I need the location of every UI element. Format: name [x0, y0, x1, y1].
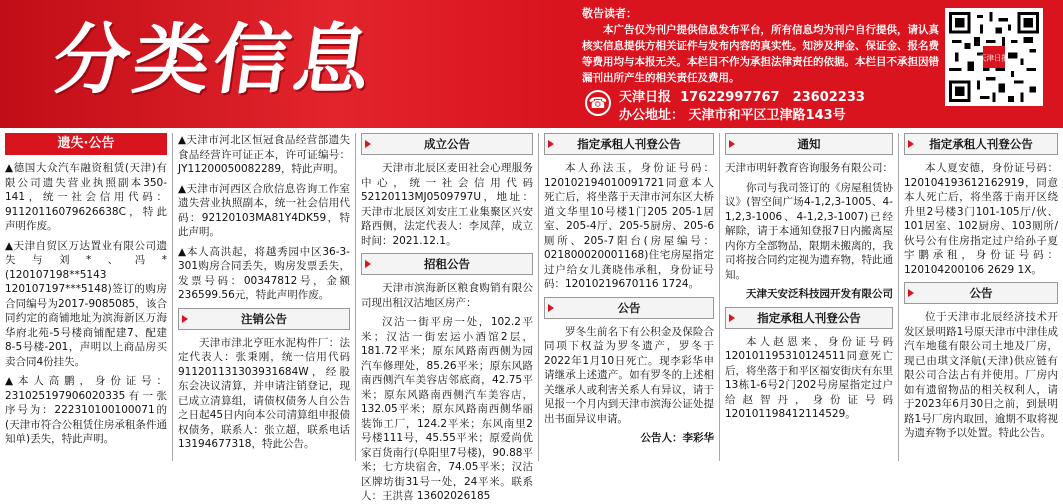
property-body: 位于天津市北辰经济技术开发区景明路1号原天津市中津佳成汽车地毯有限公司土地及厂房，现已由琪文泽航(天津)供应链有限公司合法占有并使用。厂房内如有遗留物品的相关权利人，请于2023年6月30日之前，到景明路1号厂房内取回，逾期不取将视为遗弃物予以处置。特此公告。 [904, 311, 1058, 439]
lost-notice-item-2: ▲天津自贸区万达置业有限公司遗失与刘*、冯*(120107198**5143 120107197***5148)签订的购房合同编号为2017-9085085，该合同约定的商铺地址为滨海新区万海华府北苑-5号楼商铺配建7、配建8-5号楼-201，声明以上商品房买卖合同4份挂失。 [5, 239, 167, 368]
lost-notice-item-1: ▲德国大众汽车融资租赁(天津)有限公司遗失营业执照副本350-141，统一社会信用代码：91120116079626638C，特此声明作废。 [5, 162, 167, 232]
tenant-heading-2: 指定承租人刊登公告 [725, 307, 893, 329]
address-line [619, 104, 846, 123]
triangle-icon [908, 140, 914, 148]
lost-notice-item-4: ▲天津市河北区恒冠食品经营部遗失食品经营许可证正本，许可证编号：JY11200050082289，特此声明。 [178, 134, 350, 175]
notification-heading: 通知 [725, 133, 893, 155]
phone-label: 天津日报 [619, 90, 672, 105]
lost-notice-heading: 遗失·公告 [5, 133, 167, 155]
column-lost-and-deregister [178, 133, 350, 461]
column-divider [538, 133, 539, 461]
column-divider [172, 133, 173, 461]
column-tenant-and-estate [544, 133, 714, 461]
reader-notice [582, 6, 942, 86]
phone-icon: ☎ [585, 90, 611, 116]
notification-addressee: 天津市明轩教育咨询服务有限公司： [725, 162, 893, 174]
column-divider [355, 133, 356, 461]
triangle-icon [729, 314, 735, 322]
contact-block [585, 84, 935, 124]
column-divider [898, 133, 899, 461]
tenant-heading-3: 指定承租人刊登公告 [904, 133, 1058, 155]
triangle-icon [729, 140, 735, 148]
notice-body: 本广告仅为刊户提供信息发布平台，所有信息均为刊户自行提供，请认真核实信息提供方相关证件与发布内容的真实性。知涉及押金、保证金、报名费等费用均与本报无关。本栏目不作为承担法律责任的依据。本栏目不承担因错漏刊出所产生的相关责任及费用。 [582, 24, 939, 84]
establish-body: 天津市北辰区麦田社会心理服务中心，统一社会信用代码52120113MJ0509797U，地址：天津市北辰区刘安庄工业集聚区兴安路西侧，法定代表人：李凤萍，成立时间：2021.12.1。 [361, 162, 533, 247]
classified-header [0, 0, 1063, 128]
address-label: 办公地址： [619, 108, 685, 123]
phone-numbers: 17622997767 23602233 [680, 90, 865, 105]
triangle-icon [365, 260, 371, 268]
estate-signature: 公告人：李彩华 [640, 432, 714, 444]
lost-notice-item-5: ▲天津市河西区合欣信息咨询工作室遗失营业执照副本，统一社会信用代码：92120103MA81Y4DK59，特此声明。 [178, 182, 350, 238]
rent-heading: 招租公告 [361, 253, 533, 275]
column-tenant-and-property [904, 133, 1058, 461]
notification-body: 你司与我司签订的《房屋租赁协议》(智空间广场4-1,2,3-1005、4-1,2,3-1006、4-1,2,3-1007)已经解除，请于本通知登报7日内搬离屋内你方全部物品，限期未搬离的，我司将按合同约定视为遗弃物，特此通知。 [725, 181, 893, 281]
phone-line [619, 86, 865, 105]
deregister-heading: 注销公告 [178, 308, 350, 330]
deregister-body: 天津市津北亨旺水泥构件厂：法定代表人：张秉刚，统一信用代码911201131303931684W，经股东会决议清算，并申请注销登记，现已成立清算组，请债权债务人自公告之日起45日内向本公司清算组申报债权债务，联系人：张立超，联系电话13194677318，特此公告。 [178, 336, 350, 450]
qr-code [945, 8, 1043, 106]
tenant-body-1: 本人孙法玉，身份证号码：120102194010091721同意本人死亡后，将坐落于天津市河东区大桥道文华里10号楼1门205 205-1居室、205-4厅、205-5厨房、205-6厕所、205-7阳台(房屋编号：021800020001168)住宅房屋指定过户给女儿龚晓伟承租，身份证号码：12010219670116 1724。 [544, 162, 714, 290]
qr-caption: 天津日报 [979, 53, 1009, 63]
qr-code-icon [949, 12, 1039, 102]
brand-title: 分类信息 [47, 15, 381, 104]
estate-body: 罗冬生前名下有公积金及保险合同项下权益为罗冬遗产，罗冬于2022年1月10日死亡。现李彩华申请继承上述遗产。如有罗冬的上述相关继承人或利害关系人有异议，请于见报一个月内到天津市滨海公证处提出书面异议申请。 [544, 325, 714, 425]
column-lost-notices [5, 133, 167, 461]
rent-body-intro: 天津市滨海新区粮食购销有限公司现出租汉沽地区房产： [361, 282, 533, 309]
tenant-heading-1: 指定承租人刊登公告 [544, 133, 714, 155]
column-establish-and-rent [361, 133, 533, 502]
tenant-body-2: 本人赵恩来，身份证号码120101195310124511同意死亡后，将坐落于和平区福安街庆有东里13栋1-6号2门202号房屋指定过户给赵智丹，身份证号码120101198412114529。 [725, 335, 893, 420]
address-text: 天津市和平区卫津路143号 [688, 108, 846, 123]
rent-body-list: 汉沽一街平房一处，102.2平米；汉沽一街宏运小酒馆2层，181.72平米；原东风路南西侧为园汽车修理处，85.26平米；原东风路南西侧汽车美容店邻底商，42.75平米；原东风路南西侧汽车美容店，132.05平米；原东风路南西侧华丽装饰工厂，124.2平米；东风南里2号楼111号，45.55平米；原爱尚优家百货南行(阜阳里7号楼)，90.88平米；七方块宿舍，74.05平米；汉沽区牌坊街31号一处，24平米。联系人：王洪喜 13602026185 [361, 316, 533, 502]
triangle-icon [908, 289, 914, 297]
triangle-icon [182, 315, 188, 323]
notice-title: 敬告读者： [582, 7, 637, 20]
notification-signature: 天津天安泛科技园开发有限公司 [746, 288, 893, 300]
lost-notice-item-3: ▲本人高鹏，身份证号：231025197906020335有一张序号为：222310100100071的(天津市符合公租赁住房承租条件通知单)丢失，特此声明。 [5, 375, 167, 445]
triangle-icon [365, 140, 371, 148]
triangle-icon [548, 304, 554, 312]
lost-notice-item-6: ▲本人高洪起，将越秀园中区36-3-301购房合同丢失，购房发票丢失，发票号码：00347812号，金额236599.56元，特此声明作废。 [178, 245, 350, 301]
property-heading: 公告 [904, 282, 1058, 304]
triangle-icon [548, 140, 554, 148]
tenant-body-3: 本人夏安德，身份证号码：120104193612162919，同意本人死亡后，将坐落于南开区绕升里2号楼3门101-105厅/伙、101居室、102厨房、103厕所/伙号公有住房指定过户给孙子夏宇鹏承租，身份证号码：120104200106 2629 1X。 [904, 162, 1058, 276]
column-notification [725, 133, 893, 461]
establish-heading: 成立公告 [361, 133, 533, 155]
estate-heading: 公告 [544, 297, 714, 319]
column-divider [719, 133, 720, 461]
